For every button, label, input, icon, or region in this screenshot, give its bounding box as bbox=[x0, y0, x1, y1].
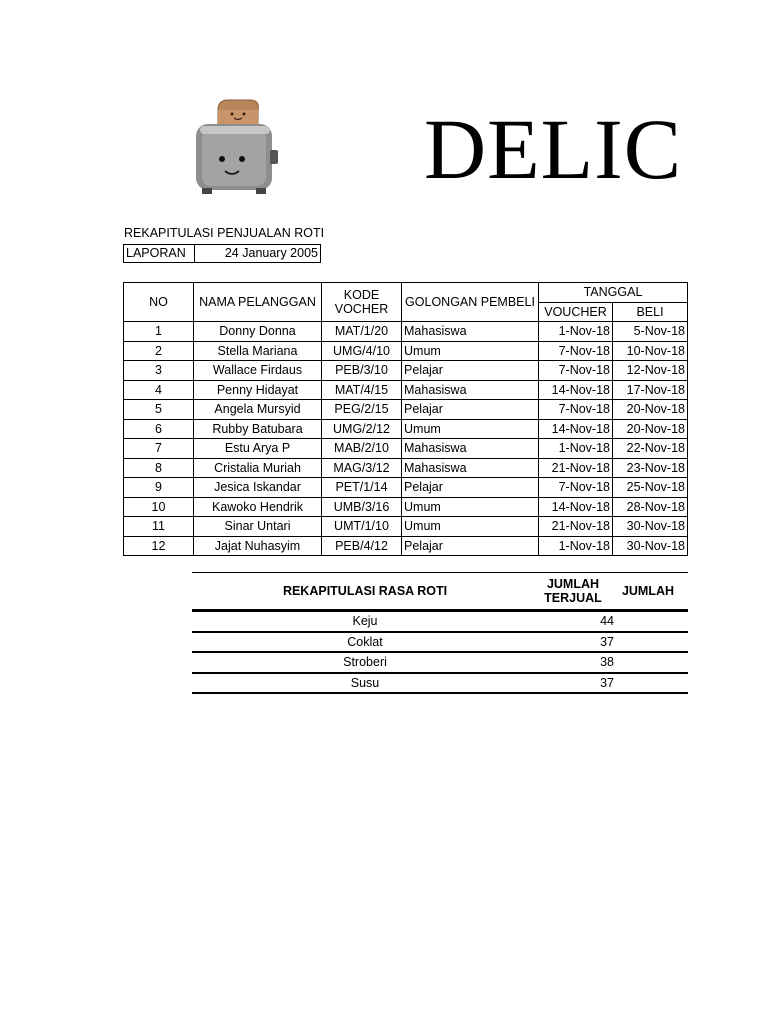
cell-beli: 20-Nov-18 bbox=[613, 419, 688, 439]
header-kode bbox=[322, 283, 402, 322]
table-row bbox=[124, 322, 688, 342]
cell-nama: Penny Hidayat bbox=[194, 380, 322, 400]
header-golongan: GOLONGAN PEMBELI bbox=[402, 283, 539, 322]
sales-table-body bbox=[124, 322, 688, 556]
rasa-jumlah bbox=[614, 612, 688, 631]
cell-kode: PEG/2/15 bbox=[322, 400, 402, 420]
cell-beli: 17-Nov-18 bbox=[613, 380, 688, 400]
rasa-name: Coklat bbox=[347, 634, 383, 649]
cell-beli: 5-Nov-18 bbox=[613, 322, 688, 342]
cell-voucher: 21-Nov-18 bbox=[539, 458, 613, 478]
cell-nama: Sinar Untari bbox=[194, 517, 322, 537]
cell-no: 7 bbox=[124, 439, 194, 459]
cell-golongan: Umum bbox=[402, 341, 539, 361]
cell-golongan: Umum bbox=[402, 517, 539, 537]
cell-voucher: 1-Nov-18 bbox=[539, 439, 613, 459]
cell-golongan: Pelajar bbox=[402, 536, 539, 556]
table-row bbox=[124, 517, 688, 537]
header-no: NO bbox=[124, 283, 194, 322]
cell-kode: PEB/3/10 bbox=[322, 361, 402, 381]
cell-kode: UMT/1/10 bbox=[322, 517, 402, 537]
cell-voucher: 14-Nov-18 bbox=[539, 419, 613, 439]
cell-beli: 23-Nov-18 bbox=[613, 458, 688, 478]
cell-golongan: Mahasiswa bbox=[402, 439, 539, 459]
cell-no: 3 bbox=[124, 361, 194, 381]
cell-beli: 20-Nov-18 bbox=[613, 400, 688, 420]
table-row bbox=[124, 341, 688, 361]
cell-no: 12 bbox=[124, 536, 194, 556]
cell-nama: Rubby Batubara bbox=[194, 419, 322, 439]
cell-no: 5 bbox=[124, 400, 194, 420]
cell-golongan: Pelajar bbox=[402, 361, 539, 381]
cell-golongan: Pelajar bbox=[402, 478, 539, 498]
rasa-col-terjual-line1: JUMLAH bbox=[546, 577, 600, 591]
rasa-col-terjual-line2: TERJUAL bbox=[544, 591, 602, 605]
header-kode-line2: VOCHER bbox=[334, 302, 389, 316]
cell-voucher: 14-Nov-18 bbox=[539, 497, 613, 517]
sales-table bbox=[123, 282, 688, 556]
cell-voucher: 7-Nov-18 bbox=[539, 400, 613, 420]
cell-voucher: 21-Nov-18 bbox=[539, 517, 613, 537]
rasa-row bbox=[192, 674, 688, 695]
cell-no: 2 bbox=[124, 341, 194, 361]
rasa-jumlah bbox=[614, 674, 688, 693]
cell-beli: 30-Nov-18 bbox=[613, 536, 688, 556]
laporan-box bbox=[123, 244, 321, 263]
rasa-jumlah bbox=[614, 653, 688, 672]
cell-voucher: 1-Nov-18 bbox=[539, 536, 613, 556]
cell-kode: MAB/2/10 bbox=[322, 439, 402, 459]
cell-kode: UMB/3/16 bbox=[322, 497, 402, 517]
table-row bbox=[124, 380, 688, 400]
rasa-name: Stroberi bbox=[343, 655, 387, 669]
rasa-terjual: 37 bbox=[600, 675, 614, 690]
cell-no: 1 bbox=[124, 322, 194, 342]
cell-nama: Jesica Iskandar bbox=[194, 478, 322, 498]
cell-no: 10 bbox=[124, 497, 194, 517]
cell-beli: 10-Nov-18 bbox=[613, 341, 688, 361]
table-row bbox=[124, 439, 688, 459]
cell-kode: PEB/4/12 bbox=[322, 536, 402, 556]
rasa-row bbox=[192, 633, 688, 654]
cell-no: 11 bbox=[124, 517, 194, 537]
cell-voucher: 7-Nov-18 bbox=[539, 478, 613, 498]
cell-nama: Angela Mursyid bbox=[194, 400, 322, 420]
header-voucher: VOUCHER bbox=[539, 302, 613, 322]
cell-golongan: Umum bbox=[402, 497, 539, 517]
cell-golongan: Pelajar bbox=[402, 400, 539, 420]
cell-nama: Kawoko Hendrik bbox=[194, 497, 322, 517]
cell-nama: Donny Donna bbox=[194, 322, 322, 342]
rasa-name: Susu bbox=[350, 675, 380, 690]
laporan-date: 24 January 2005 bbox=[224, 246, 318, 260]
header-tanggal: TANGGAL bbox=[539, 283, 688, 303]
toaster-logo bbox=[192, 96, 284, 196]
table-row bbox=[124, 400, 688, 420]
cell-golongan: Umum bbox=[402, 419, 539, 439]
cell-no: 8 bbox=[124, 458, 194, 478]
cell-voucher: 1-Nov-18 bbox=[539, 322, 613, 342]
cell-golongan: Mahasiswa bbox=[402, 380, 539, 400]
cell-kode: UMG/4/10 bbox=[322, 341, 402, 361]
cell-no: 9 bbox=[124, 478, 194, 498]
rasa-row bbox=[192, 653, 688, 674]
cell-beli: 30-Nov-18 bbox=[613, 517, 688, 537]
cell-no: 4 bbox=[124, 380, 194, 400]
cell-kode: PET/1/14 bbox=[322, 478, 402, 498]
cell-nama: Estu Arya P bbox=[194, 439, 322, 459]
rasa-body bbox=[192, 612, 688, 694]
cell-beli: 22-Nov-18 bbox=[613, 439, 688, 459]
rasa-jumlah bbox=[614, 633, 688, 652]
cell-voucher: 14-Nov-18 bbox=[539, 380, 613, 400]
rasa-name: Keju bbox=[352, 614, 378, 628]
table-row bbox=[124, 419, 688, 439]
rasa-row bbox=[192, 612, 688, 633]
cell-nama: Wallace Firdaus bbox=[194, 361, 322, 381]
laporan-label: LAPORAN bbox=[124, 245, 195, 262]
header-beli: BELI bbox=[613, 302, 688, 322]
table-row bbox=[124, 458, 688, 478]
cell-voucher: 7-Nov-18 bbox=[539, 341, 613, 361]
cell-no: 6 bbox=[124, 419, 194, 439]
table-row bbox=[124, 361, 688, 381]
cell-golongan: Mahasiswa bbox=[402, 322, 539, 342]
rasa-terjual: 37 bbox=[600, 634, 614, 649]
table-row bbox=[124, 478, 688, 498]
cell-voucher: 7-Nov-18 bbox=[539, 361, 613, 381]
table-row bbox=[124, 536, 688, 556]
cell-beli: 28-Nov-18 bbox=[613, 497, 688, 517]
rasa-terjual: 38 bbox=[600, 655, 614, 669]
table-row bbox=[124, 497, 688, 517]
cell-nama: Stella Mariana bbox=[194, 341, 322, 361]
cell-beli: 12-Nov-18 bbox=[613, 361, 688, 381]
header-nama: NAMA PELANGGAN bbox=[194, 283, 322, 322]
rasa-table bbox=[192, 572, 688, 694]
rasa-col-jumlah: JUMLAH bbox=[621, 584, 675, 598]
brand-title: DELIC bbox=[424, 101, 683, 197]
rasa-col-terjual bbox=[538, 573, 608, 609]
cell-kode: MAT/1/20 bbox=[322, 322, 402, 342]
rasa-terjual: 44 bbox=[600, 614, 614, 628]
cell-golongan: Mahasiswa bbox=[402, 458, 539, 478]
rasa-header bbox=[192, 573, 688, 612]
cell-kode: MAT/4/15 bbox=[322, 380, 402, 400]
cell-kode: UMG/2/12 bbox=[322, 419, 402, 439]
cell-beli: 25-Nov-18 bbox=[613, 478, 688, 498]
rasa-title: REKAPITULASI RASA ROTI bbox=[282, 584, 448, 598]
cell-nama: Jajat Nuhasyim bbox=[194, 536, 322, 556]
report-title: REKAPITULASI PENJUALAN ROTI bbox=[124, 226, 325, 240]
header-kode-line1: KODE bbox=[343, 288, 380, 302]
cell-nama: Cristalia Muriah bbox=[194, 458, 322, 478]
cell-kode: MAG/3/12 bbox=[322, 458, 402, 478]
